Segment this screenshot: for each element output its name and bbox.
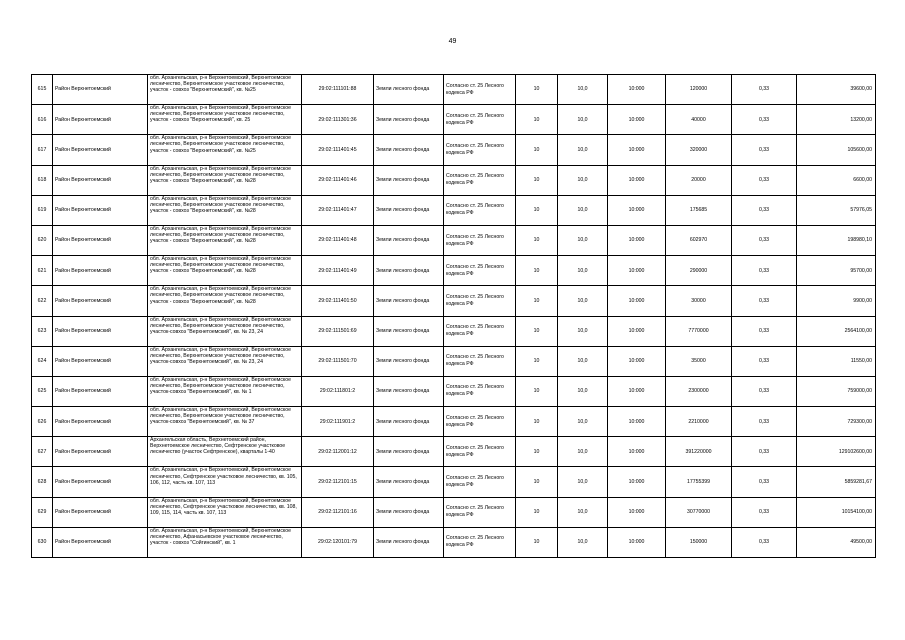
amount-cell: 198980,10: [797, 225, 876, 255]
table-row: [32, 195, 876, 225]
area-cell: 175685: [666, 195, 732, 225]
land-category-cell: Земли лесного фонда: [374, 195, 444, 225]
row-number-cell: 619: [32, 195, 53, 225]
value-cell: 10:000: [608, 346, 666, 376]
district-cell: Район Верхнетоемский: [53, 527, 148, 557]
value-cell: 10: [516, 75, 558, 105]
rate-cell: 0,33: [732, 316, 797, 346]
amount-cell: 105600,00: [797, 135, 876, 165]
district-cell: Район Верхнетоемский: [53, 286, 148, 316]
rate-cell: 0,33: [732, 497, 797, 527]
value-cell: 10,0: [558, 376, 608, 406]
value-cell: 10:000: [608, 135, 666, 165]
value-cell: 10:000: [608, 527, 666, 557]
rate-cell: 0,33: [732, 225, 797, 255]
value-cell: 10,0: [558, 346, 608, 376]
value-cell: 10: [516, 316, 558, 346]
district-cell: Район Верхнетоемский: [53, 256, 148, 286]
value-cell: 10: [516, 135, 558, 165]
value-cell: 10:000: [608, 195, 666, 225]
rate-cell: 0,33: [732, 75, 797, 105]
value-cell: 10: [516, 105, 558, 135]
cadastral-number-cell: 29:02:111401:50: [302, 286, 374, 316]
row-number-cell: 627: [32, 437, 53, 467]
area-cell: 30770000: [666, 497, 732, 527]
legal-basis-cell: Согласно ст. 25 Лесного кодекса РФ: [444, 195, 516, 225]
rate-cell: 0,33: [732, 195, 797, 225]
amount-cell: 95700,00: [797, 256, 876, 286]
district-cell: Район Верхнетоемский: [53, 165, 148, 195]
legal-basis-cell: Согласно ст. 25 Лесного кодекса РФ: [444, 286, 516, 316]
address-cell: обл. Архангельская, р-н Верхнетоемский, Верхнетоемское лесничество, Афанасьевское участковое лесничество, участок - совхоз "Сойгинский", кв. 1: [148, 527, 302, 557]
table-row: [32, 165, 876, 195]
row-number-cell: 620: [32, 225, 53, 255]
land-category-cell: Земли лесного фонда: [374, 467, 444, 497]
table-row: [32, 105, 876, 135]
district-cell: Район Верхнетоемский: [53, 316, 148, 346]
legal-basis-cell: Согласно ст. 25 Лесного кодекса РФ: [444, 256, 516, 286]
address-cell: обл. Архангельская, р-н Верхнетоемский, Верхнетоемское лесничество, Верхнетоемское участковое лесничество, участок-совхоз "Верхнетоемский", кв. № 37: [148, 407, 302, 437]
address-cell: обл. Архангельская, р-н Верхнетоемский, Верхнетоемское лесничество, Верхнетоемское участковое лесничество, участок - совхоз "Верхнетоемский", кв. №28: [148, 225, 302, 255]
land-category-cell: Земли лесного фонда: [374, 225, 444, 255]
row-number-cell: 630: [32, 527, 53, 557]
cadastral-number-cell: 29:02:111301:36: [302, 105, 374, 135]
table-row: [32, 467, 876, 497]
value-cell: 10:000: [608, 256, 666, 286]
amount-cell: 129102600,00: [797, 437, 876, 467]
area-cell: 40000: [666, 105, 732, 135]
legal-basis-cell: Согласно ст. 25 Лесного кодекса РФ: [444, 135, 516, 165]
rate-cell: 0,33: [732, 437, 797, 467]
row-number-cell: 626: [32, 407, 53, 437]
table-row: [32, 75, 876, 105]
district-cell: Район Верхнетоемский: [53, 75, 148, 105]
address-cell: Архангельская область, Верхнетоемский район, Верхнетоемское лесничество, Сефтренское участковое лесничество (участок Сефтренское), кварталы 1-40: [148, 437, 302, 467]
value-cell: 10: [516, 165, 558, 195]
district-cell: Район Верхнетоемский: [53, 467, 148, 497]
table-row: [32, 286, 876, 316]
value-cell: 10,0: [558, 195, 608, 225]
rate-cell: 0,33: [732, 105, 797, 135]
value-cell: 10,0: [558, 105, 608, 135]
amount-cell: 57976,05: [797, 195, 876, 225]
cadastral-number-cell: 29:02:111401:48: [302, 225, 374, 255]
cadastral-number-cell: 29:02:111101:88: [302, 75, 374, 105]
row-number-cell: 615: [32, 75, 53, 105]
value-cell: 10:000: [608, 225, 666, 255]
area-cell: 35000: [666, 346, 732, 376]
row-number-cell: 628: [32, 467, 53, 497]
cadastral-number-cell: 29:02:111401:49: [302, 256, 374, 286]
cadastral-number-cell: 29:02:112101:16: [302, 497, 374, 527]
land-category-cell: Земли лесного фонда: [374, 346, 444, 376]
address-cell: обл. Архангельская, р-н Верхнетоемский, Верхнетоемское лесничество, Верхнетоемское участковое лесничество, участок - совхоз "Верхнетоемский", кв. №28: [148, 256, 302, 286]
legal-basis-cell: Согласно ст. 25 Лесного кодекса РФ: [444, 75, 516, 105]
district-cell: Район Верхнетоемский: [53, 225, 148, 255]
area-cell: 150000: [666, 527, 732, 557]
legal-basis-cell: Согласно ст. 25 Лесного кодекса РФ: [444, 527, 516, 557]
area-cell: 17755399: [666, 467, 732, 497]
table-row: [32, 225, 876, 255]
cadastral-number-cell: 29:02:111801:2: [302, 376, 374, 406]
legal-basis-cell: Согласно ст. 25 Лесного кодекса РФ: [444, 225, 516, 255]
amount-cell: 39600,00: [797, 75, 876, 105]
address-cell: обл. Архангельская, р-н Верхнетоемский, Верхнетоемское лесничество, Сефтренское участковое лесничество, кв. 105, 106, 112, часть кв. 107, 113: [148, 467, 302, 497]
table-row: [32, 527, 876, 557]
district-cell: Район Верхнетоемский: [53, 346, 148, 376]
district-cell: Район Верхнетоемский: [53, 105, 148, 135]
address-cell: обл. Архангельская, р-н Верхнетоемский, Верхнетоемское лесничество, Верхнетоемское участковое лесничество, участок - совхоз "Верхнетоемский", кв. №28: [148, 195, 302, 225]
amount-cell: 729300,00: [797, 407, 876, 437]
row-number-cell: 617: [32, 135, 53, 165]
legal-basis-cell: Согласно ст. 25 Лесного кодекса РФ: [444, 316, 516, 346]
amount-cell: 11550,00: [797, 346, 876, 376]
address-cell: обл. Архангельская, р-н Верхнетоемский, Верхнетоемское лесничество, Верхнетоемское участковое лесничество, участок - совхоз "Верхнетоемский", кв. №25: [148, 135, 302, 165]
legal-basis-cell: Согласно ст. 25 Лесного кодекса РФ: [444, 165, 516, 195]
land-category-cell: Земли лесного фонда: [374, 497, 444, 527]
value-cell: 10: [516, 256, 558, 286]
amount-cell: 13200,00: [797, 105, 876, 135]
value-cell: 10: [516, 376, 558, 406]
legal-basis-cell: Согласно ст. 25 Лесного кодекса РФ: [444, 437, 516, 467]
value-cell: 10,0: [558, 286, 608, 316]
row-number-cell: 616: [32, 105, 53, 135]
cadastral-number-cell: 29:02:111501:69: [302, 316, 374, 346]
value-cell: 10:000: [608, 376, 666, 406]
table-row: [32, 135, 876, 165]
amount-cell: 9900,00: [797, 286, 876, 316]
legal-basis-cell: Согласно ст. 25 Лесного кодекса РФ: [444, 346, 516, 376]
address-cell: обл. Архангельская, р-н Верхнетоемский, Верхнетоемское лесничество, Верхнетоемское участковое лесничество, участок - совхоз "Верхнетоемский", кв. №28: [148, 286, 302, 316]
land-category-cell: Земли лесного фонда: [374, 105, 444, 135]
address-cell: обл. Архангельская, р-н Верхнетоемский, Верхнетоемское лесничество, Верхнетоемское участковое лесничество, участок - совхоз "Верхнетоемский", кв. №28: [148, 165, 302, 195]
row-number-cell: 623: [32, 316, 53, 346]
table-row: [32, 346, 876, 376]
rate-cell: 0,33: [732, 165, 797, 195]
legal-basis-cell: Согласно ст. 25 Лесного кодекса РФ: [444, 467, 516, 497]
value-cell: 10: [516, 225, 558, 255]
value-cell: 10:000: [608, 407, 666, 437]
rate-cell: 0,33: [732, 135, 797, 165]
address-cell: обл. Архангельская, р-н Верхнетоемский, Верхнетоемское лесничество, Верхнетоемское участковое лесничество, участок - совхоз "Верхнетоемский", кв. 25: [148, 105, 302, 135]
legal-basis-cell: Согласно ст. 25 Лесного кодекса РФ: [444, 407, 516, 437]
land-category-cell: Земли лесного фонда: [374, 256, 444, 286]
table-row: [32, 316, 876, 346]
district-cell: Район Верхнетоемский: [53, 497, 148, 527]
area-cell: 602970: [666, 225, 732, 255]
rate-cell: 0,33: [732, 376, 797, 406]
row-number-cell: 618: [32, 165, 53, 195]
district-cell: Район Верхнетоемский: [53, 195, 148, 225]
area-cell: 320000: [666, 135, 732, 165]
address-cell: обл. Архангельская, р-н Верхнетоемский, Верхнетоемское лесничество, Сефтренское участковое лесничество, кв. 108, 109, 115, 114, часть кв. 107, 113: [148, 497, 302, 527]
rate-cell: 0,33: [732, 286, 797, 316]
value-cell: 10: [516, 437, 558, 467]
value-cell: 10,0: [558, 316, 608, 346]
value-cell: 10,0: [558, 467, 608, 497]
area-cell: 30000: [666, 286, 732, 316]
address-cell: обл. Архангельская, р-н Верхнетоемский, Верхнетоемское лесничество, Верхнетоемское участковое лесничество, участок-совхоз "Верхнетоемский", кв. № 23, 24: [148, 346, 302, 376]
value-cell: 10: [516, 467, 558, 497]
value-cell: 10:000: [608, 437, 666, 467]
land-category-cell: Земли лесного фонда: [374, 407, 444, 437]
cadastral-number-cell: 29:02:111401:47: [302, 195, 374, 225]
land-category-cell: Земли лесного фонда: [374, 75, 444, 105]
land-category-cell: Земли лесного фонда: [374, 316, 444, 346]
district-cell: Район Верхнетоемский: [53, 407, 148, 437]
cadastral-number-cell: 29:02:120101:79: [302, 527, 374, 557]
area-cell: 120000: [666, 75, 732, 105]
value-cell: 10: [516, 527, 558, 557]
land-category-cell: Земли лесного фонда: [374, 135, 444, 165]
amount-cell: 49500,00: [797, 527, 876, 557]
land-category-cell: Земли лесного фонда: [374, 376, 444, 406]
table-row: [32, 256, 876, 286]
value-cell: 10: [516, 286, 558, 316]
table-row: [32, 497, 876, 527]
row-number-cell: 629: [32, 497, 53, 527]
area-cell: 7770000: [666, 316, 732, 346]
rate-cell: 0,33: [732, 256, 797, 286]
land-category-cell: Земли лесного фонда: [374, 165, 444, 195]
address-cell: обл. Архангельская, р-н Верхнетоемский, Верхнетоемское лесничество, Верхнетоемское участковое лесничество, участок - совхоз "Верхнетоемский", кв. №25: [148, 75, 302, 105]
rate-cell: 0,33: [732, 467, 797, 497]
address-cell: обл. Архангельская, р-н Верхнетоемский, Верхнетоемское лесничество, Верхнетоемское участковое лесничество, участок-совхоз "Верхнетоемский", кв. № 1: [148, 376, 302, 406]
table-body: [32, 75, 876, 558]
area-cell: 2300000: [666, 376, 732, 406]
value-cell: 10,0: [558, 527, 608, 557]
address-cell: обл. Архангельская, р-н Верхнетоемский, Верхнетоемское лесничество, Верхнетоемское участковое лесничество, участок-совхоз "Верхнетоемский", кв. № 23, 24: [148, 316, 302, 346]
area-cell: 2210000: [666, 407, 732, 437]
value-cell: 10,0: [558, 407, 608, 437]
legal-basis-cell: Согласно ст. 25 Лесного кодекса РФ: [444, 105, 516, 135]
cadastral-number-cell: 29:02:112101:15: [302, 467, 374, 497]
district-cell: Район Верхнетоемский: [53, 135, 148, 165]
value-cell: 10:000: [608, 467, 666, 497]
area-cell: 290000: [666, 256, 732, 286]
area-cell: 391220000: [666, 437, 732, 467]
value-cell: 10,0: [558, 497, 608, 527]
land-category-cell: Земли лесного фонда: [374, 527, 444, 557]
cadastral-number-cell: 29:02:111401:46: [302, 165, 374, 195]
value-cell: 10: [516, 497, 558, 527]
district-cell: Район Верхнетоемский: [53, 376, 148, 406]
value-cell: 10:000: [608, 75, 666, 105]
value-cell: 10,0: [558, 75, 608, 105]
value-cell: 10:000: [608, 286, 666, 316]
value-cell: 10: [516, 346, 558, 376]
table-row: [32, 376, 876, 406]
area-cell: 20000: [666, 165, 732, 195]
amount-cell: 10154100,00: [797, 497, 876, 527]
legal-basis-cell: Согласно ст. 25 Лесного кодекса РФ: [444, 376, 516, 406]
value-cell: 10: [516, 195, 558, 225]
value-cell: 10,0: [558, 225, 608, 255]
rate-cell: 0,33: [732, 407, 797, 437]
amount-cell: 5859281,67: [797, 467, 876, 497]
row-number-cell: 625: [32, 376, 53, 406]
table-row: [32, 407, 876, 437]
value-cell: 10:000: [608, 105, 666, 135]
value-cell: 10:000: [608, 497, 666, 527]
row-number-cell: 622: [32, 286, 53, 316]
page-number: 49: [448, 38, 457, 45]
legal-basis-cell: Согласно ст. 25 Лесного кодекса РФ: [444, 497, 516, 527]
value-cell: 10:000: [608, 316, 666, 346]
land-category-cell: Земли лесного фонда: [374, 437, 444, 467]
cadastral-number-cell: 29:02:111501:70: [302, 346, 374, 376]
value-cell: 10,0: [558, 135, 608, 165]
rate-cell: 0,33: [732, 346, 797, 376]
cadastral-number-cell: 29:02:111901:2: [302, 407, 374, 437]
land-registry-table: [31, 74, 876, 558]
row-number-cell: 624: [32, 346, 53, 376]
land-category-cell: Земли лесного фонда: [374, 286, 444, 316]
value-cell: 10,0: [558, 256, 608, 286]
amount-cell: 2564100,00: [797, 316, 876, 346]
cadastral-number-cell: 29:02:111401:45: [302, 135, 374, 165]
value-cell: 10,0: [558, 437, 608, 467]
cadastral-number-cell: 29:02:112001:12: [302, 437, 374, 467]
row-number-cell: 621: [32, 256, 53, 286]
value-cell: 10: [516, 407, 558, 437]
amount-cell: 759000,00: [797, 376, 876, 406]
table-row: [32, 437, 876, 467]
district-cell: Район Верхнетоемский: [53, 437, 148, 467]
rate-cell: 0,33: [732, 527, 797, 557]
value-cell: 10,0: [558, 165, 608, 195]
amount-cell: 6600,00: [797, 165, 876, 195]
value-cell: 10:000: [608, 165, 666, 195]
